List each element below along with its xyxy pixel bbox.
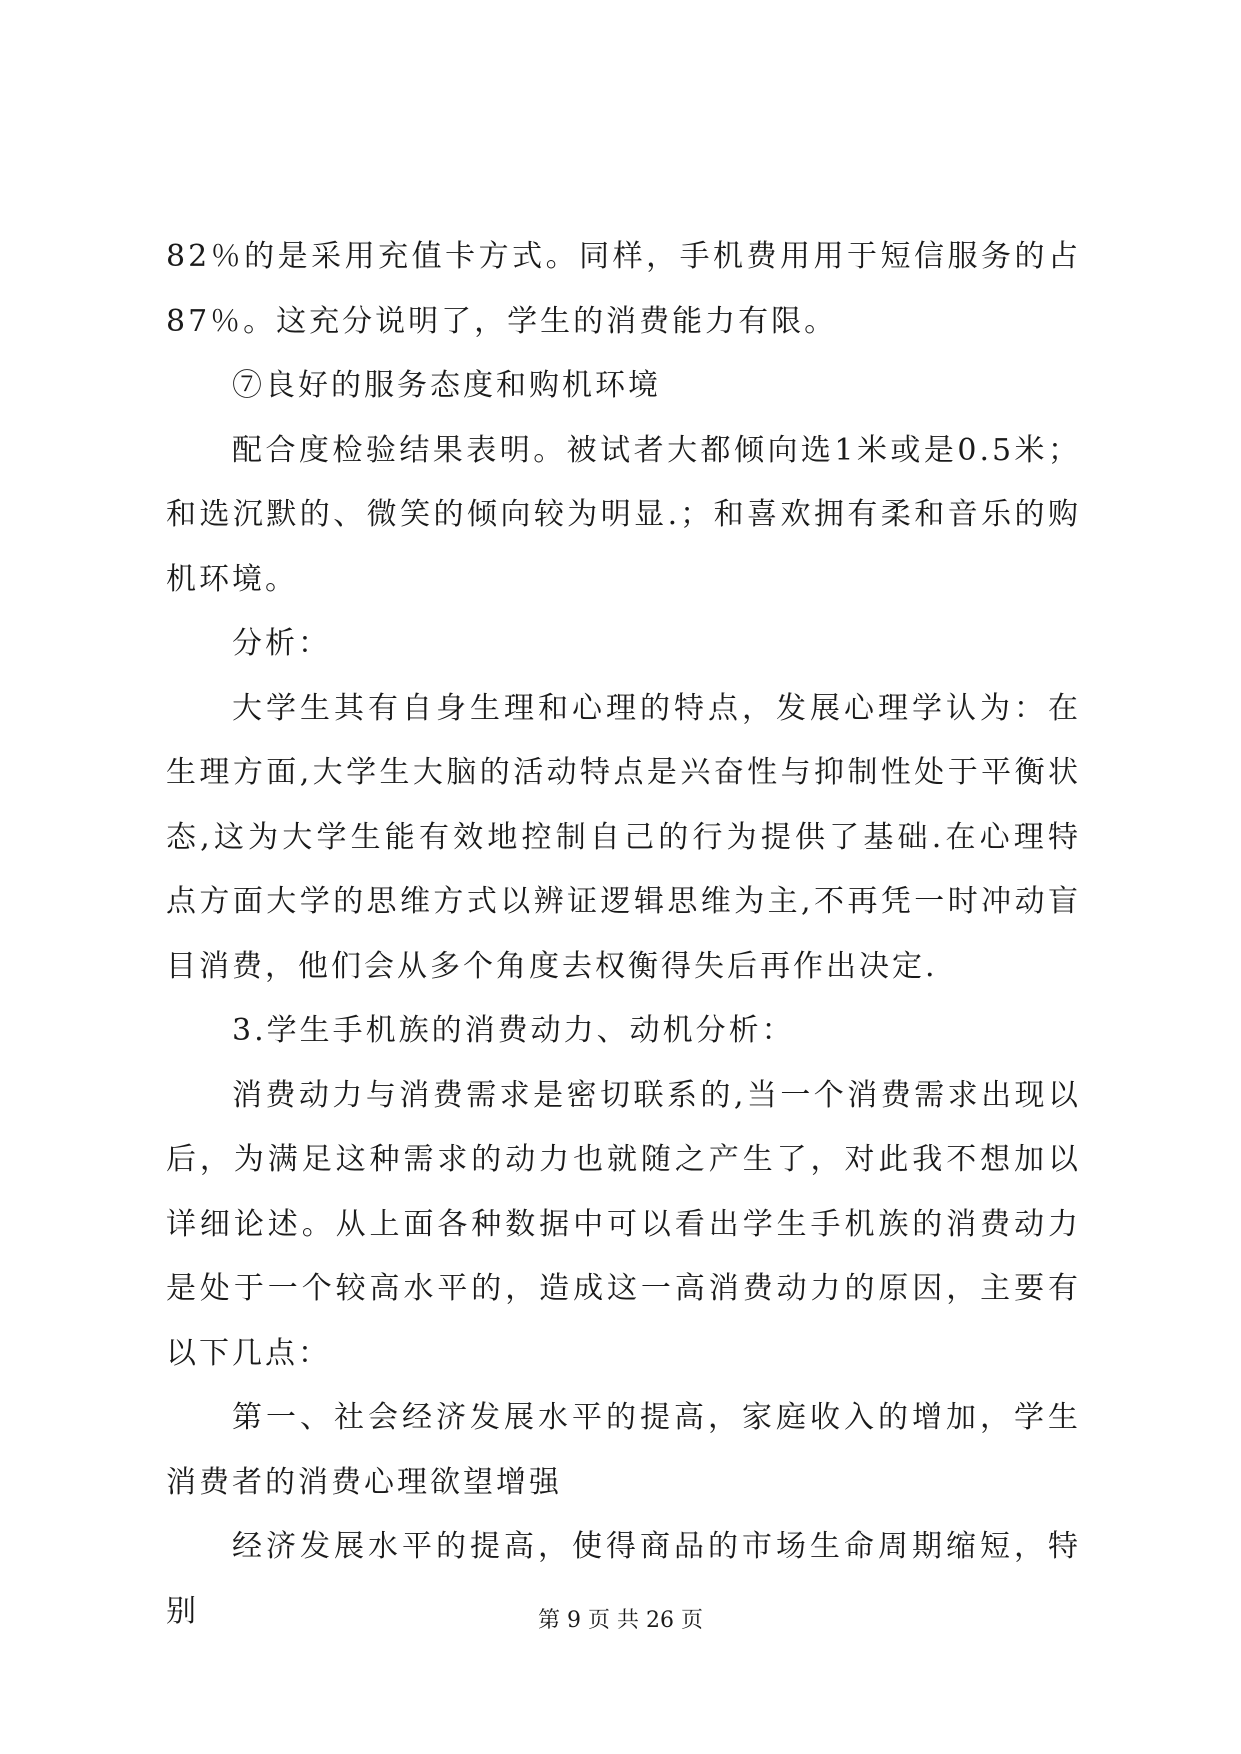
- paragraph-3: 配合度检验结果表明。被试者大都倾向选1米或是0.5米；和选沉默的、微笑的倾向较为明显.；和喜欢拥有柔和音乐的购机环境。: [166, 432, 1081, 597]
- document-body: [166, 225, 1081, 1644]
- paragraph-5: 大学生其有自身生理和心理的特点，发展心理学认为：在生理方面,大学生大脑的活动特点是兴奋性与抑制性处于平衡状态,这为大学生能有效地控制自己的行为提供了基础.在心理特点方面大学的思维方式以辨证逻辑思维为主,不再凭一时冲动盲目消费，他们会从多个角度去权衡得失后再作出决定.: [166, 690, 1081, 984]
- page-footer: [0, 1606, 1241, 1636]
- paragraph-6: 3.学生手机族的消费动力、动机分析：: [232, 1013, 795, 1048]
- paragraph-1: 82％的是采用充值卡方式。同样，手机费用用于短信服务的占87％。这充分说明了，学生的消费能力有限。: [166, 239, 1081, 339]
- paragraph-7: 消费动力与消费需求是密切联系的,当一个消费需求出现以后，为满足这种需求的动力也就随之产生了，对此我不想加以详细论述。从上面各种数据中可以看出学生手机族的消费动力是处于一个较高水平的，造成这一高消费动力的原因，主要有以下几点：: [166, 1077, 1081, 1371]
- page-number-label: 第 9 页 共 26 页: [538, 1608, 703, 1633]
- paragraph-8: 第一、社会经济发展水平的提高，家庭收入的增加，学生消费者的消费心理欲望增强: [166, 1400, 1081, 1500]
- paragraph-2: ⑦良好的服务态度和购机环境: [232, 368, 661, 403]
- paragraph-4: 分析：: [232, 626, 331, 661]
- paragraph-9: 经济发展水平的提高，使得商品的市场生命周期缩短，特别: [166, 1529, 1081, 1629]
